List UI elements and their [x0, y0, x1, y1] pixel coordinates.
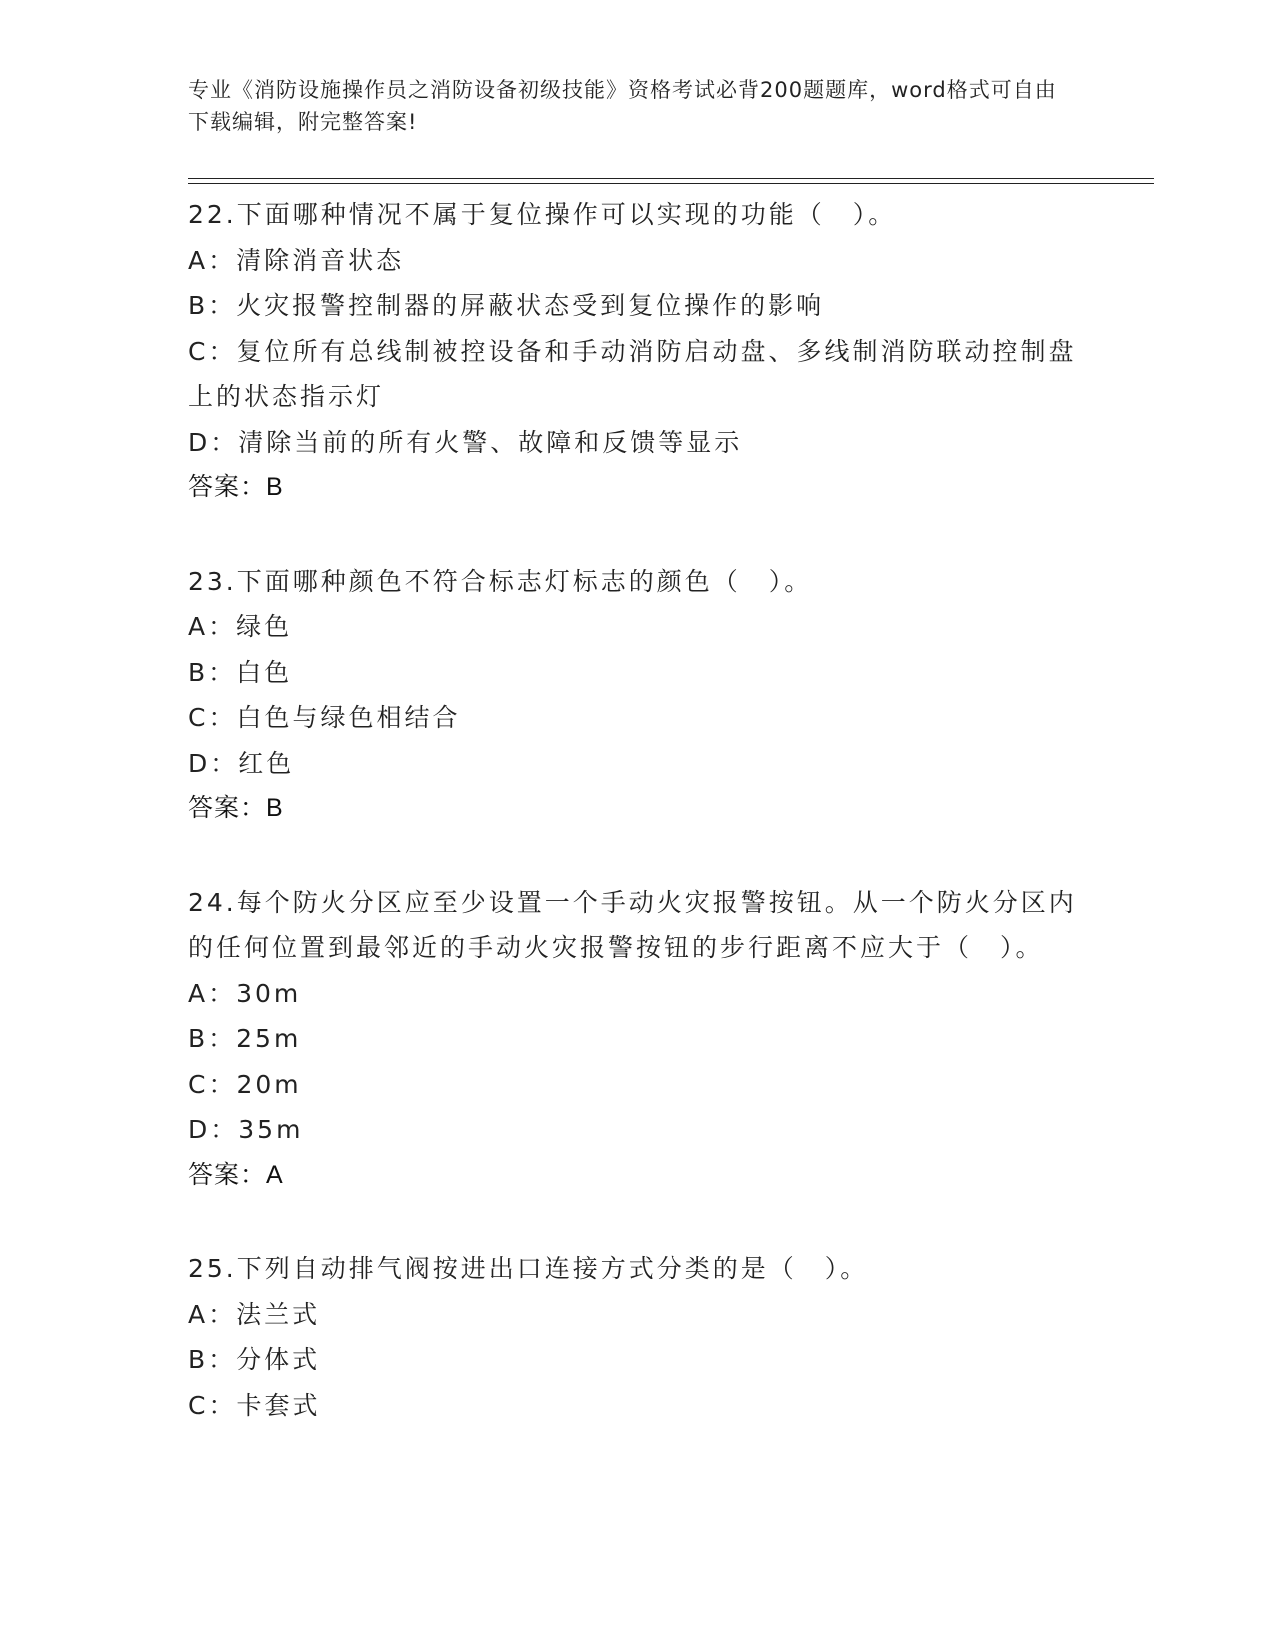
- option-c: [188, 329, 1088, 420]
- question-23: [188, 559, 1088, 832]
- option-key: D：: [188, 1115, 239, 1144]
- question-list: [188, 192, 1088, 1476]
- question-stem: 22.下面哪种情况不属于复位操作可以实现的功能（ ）。: [188, 200, 897, 229]
- option-text: 法兰式: [236, 1299, 321, 1329]
- option-text: 火灾报警控制器的屏蔽状态受到复位操作的影响: [236, 291, 825, 320]
- question-stem: 25.下列自动排气阀按进出口连接方式分类的是（ ）。: [188, 1254, 869, 1283]
- option-text: 白色与绿色相结合: [236, 703, 461, 732]
- option-text: 清除消音状态: [236, 245, 405, 275]
- question-stem: 24.每个防火分区应至少设置一个手动火灾报警按钮。从一个防火分区内的任何位置到最邻近的手动火灾报警按钮的步行距离不应大于（ ）。: [188, 887, 1077, 962]
- option-text: 20m: [236, 1069, 302, 1099]
- option-key: C：: [188, 703, 237, 732]
- option-key: A：: [188, 978, 237, 1008]
- option-key: A：: [188, 1299, 237, 1329]
- answer-line: 答案：B: [188, 794, 284, 822]
- question-22: [188, 192, 1088, 511]
- document-intro: 专业《消防设施操作员之消防设备初级技能》资格考试必背200题题库，word格式可自由下载编辑，附完整答案!: [188, 78, 1057, 134]
- option-text: 红色: [238, 748, 295, 778]
- option-text: 25m: [236, 1024, 302, 1053]
- option-key: A：: [188, 612, 237, 641]
- option-text: 35m: [238, 1115, 304, 1144]
- option-key: D：: [188, 748, 239, 778]
- option-b: [188, 1016, 1088, 1062]
- option-key: C：: [188, 1069, 237, 1099]
- option-key: B：: [188, 291, 237, 320]
- header-divider-bottom: [188, 183, 1154, 184]
- question-24: [188, 880, 1088, 1199]
- option-key: B：: [188, 1024, 237, 1053]
- option-text: 清除当前的所有火警、故障和反馈等显示: [238, 427, 743, 457]
- option-text: 分体式: [236, 1345, 321, 1374]
- option-d: [188, 1107, 1088, 1153]
- option-key: C：: [188, 336, 237, 366]
- option-d: [188, 741, 1088, 787]
- answer-line: 答案：B: [188, 473, 284, 501]
- option-a: [188, 1292, 1088, 1338]
- option-d: [188, 420, 1088, 466]
- option-key: C：: [188, 1390, 237, 1420]
- option-c: [188, 695, 1088, 741]
- option-key: B：: [188, 1345, 237, 1374]
- option-key: D：: [188, 427, 239, 457]
- option-text: 白色: [236, 657, 293, 687]
- option-text: 绿色: [236, 612, 293, 641]
- option-key: A：: [188, 245, 237, 275]
- option-b: [188, 650, 1088, 696]
- option-a: [188, 604, 1088, 650]
- option-c: [188, 1062, 1088, 1108]
- header-divider-top: [188, 178, 1154, 179]
- option-b: [188, 283, 1088, 329]
- question-25: [188, 1246, 1088, 1428]
- answer-line: 答案：A: [188, 1160, 284, 1189]
- option-a: [188, 238, 1088, 284]
- option-text: 复位所有总线制被控设备和手动消防启动盘、多线制消防联动控制盘上的状态指示灯: [188, 336, 1077, 411]
- option-text: 30m: [236, 978, 302, 1008]
- option-c: [188, 1383, 1088, 1429]
- question-stem: 23.下面哪种颜色不符合标志灯标志的颜色（ ）。: [188, 566, 813, 596]
- option-a: [188, 971, 1088, 1017]
- option-key: B：: [188, 657, 237, 687]
- option-text: 卡套式: [236, 1390, 321, 1420]
- option-b: [188, 1337, 1088, 1383]
